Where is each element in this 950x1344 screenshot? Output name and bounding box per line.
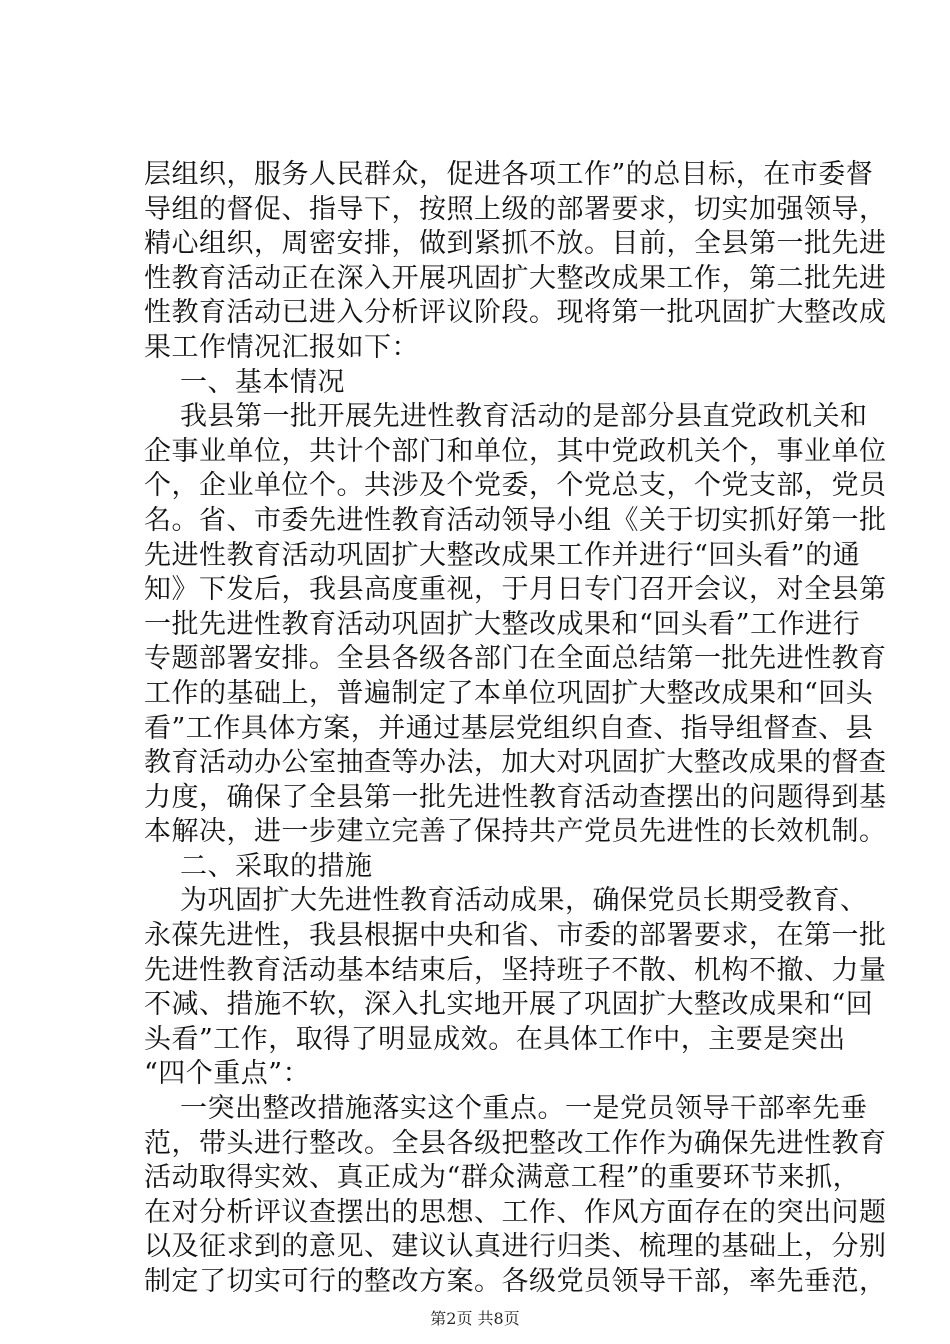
- text-line: 精心组织，周密安排，做到紧抓不放。目前，全县第一批先进: [144, 228, 887, 260]
- text-line: 二、采取的措施: [180, 850, 373, 882]
- text-line: 为巩固扩大先进性教育活动成果，确保党员长期受教育、: [180, 885, 868, 917]
- text-line: 一、基本情况: [180, 366, 345, 398]
- text-line: 专题部署安排。全县各级各部门在全面总结第一批先进性教育: [144, 643, 887, 675]
- text-line: 层组织，服务人民群众，促进各项工作”的总目标，在市委督: [144, 159, 874, 190]
- text-line: 教育活动办公室抽查等办法，加大对巩固扩大整改成果的督查: [144, 747, 887, 779]
- text-line: 看”工作具体方案，并通过基层党组织自查、指导组督查、县: [144, 712, 874, 744]
- text-line: 在对分析评议查摆出的思想、工作、作风方面存在的突出问题: [144, 1196, 887, 1228]
- text-line: “四个重点”：: [144, 1058, 311, 1090]
- text-line: 力度，确保了全县第一批先进性教育活动查摆出的问题得到基: [144, 781, 887, 813]
- text-line: 一批先进性教育活动巩固扩大整改成果和“回头看”工作进行: [144, 608, 861, 640]
- text-line: 导组的督促、指导下，按照上级的部署要求，切实加强领导，: [144, 193, 887, 225]
- text-line: 制定了切实可行的整改方案。各级党员领导干部，率先垂范，: [144, 1266, 887, 1297]
- text-line: 一突出整改措施落实这个重点。一是党员领导干部率先垂: [180, 1093, 868, 1125]
- document-body: [144, 158, 887, 1300]
- text-line: 我县第一批开展先进性教育活动的是部分县直党政机关和: [180, 401, 868, 433]
- text-line: 头看”工作，取得了明显成效。在具体工作中，主要是突出: [144, 1023, 846, 1055]
- text-line: 知》下发后，我县高度重视，于月日专门召开会议，对全县第: [144, 574, 887, 606]
- text-line: 先进性教育活动巩固扩大整改成果工作并进行“回头看”的通: [144, 539, 861, 571]
- text-line: 企事业单位，共计个部门和单位，其中党政机关个，事业单位: [144, 435, 887, 467]
- text-line: 工作的基础上，普遍制定了本单位巩固扩大整改成果和“回头: [144, 677, 874, 709]
- text-line: 范，带头进行整改。全县各级把整改工作作为确保先进性教育: [144, 1127, 887, 1159]
- text-line: 性教育活动正在深入开展巩固扩大整改成果工作，第二批先进: [144, 262, 887, 294]
- page-footer: 第2页 共8页: [430, 1309, 520, 1328]
- text-line: 以及征求到的意见、建议认真进行归类、梳理的基础上，分别: [144, 1231, 887, 1263]
- text-line: 不减、措施不软，深入扎实地开展了巩固扩大整改成果和“回: [144, 989, 874, 1021]
- text-line: 先进性教育活动基本结束后，坚持班子不散、机构不撤、力量: [144, 954, 887, 986]
- text-line: 性教育活动已进入分析评议阶段。现将第一批巩固扩大整改成: [144, 297, 887, 329]
- text-line: 活动取得实效、真正成为“群众满意工程”的重要环节来抓，: [144, 1162, 861, 1194]
- text-line: 果工作情况汇报如下：: [144, 331, 419, 363]
- text-line: 个，企业单位个。共涉及个党委，个党总支，个党支部，党员: [144, 470, 887, 502]
- text-line: 名。省、市委先进性教育活动领导小组《关于切实抓好第一批: [144, 504, 887, 536]
- text-line: 本解决，进一步建立完善了保持共产党员先进性的长效机制。: [144, 816, 887, 848]
- text-line: 永葆先进性，我县根据中央和省、市委的部署要求，在第一批: [144, 920, 887, 952]
